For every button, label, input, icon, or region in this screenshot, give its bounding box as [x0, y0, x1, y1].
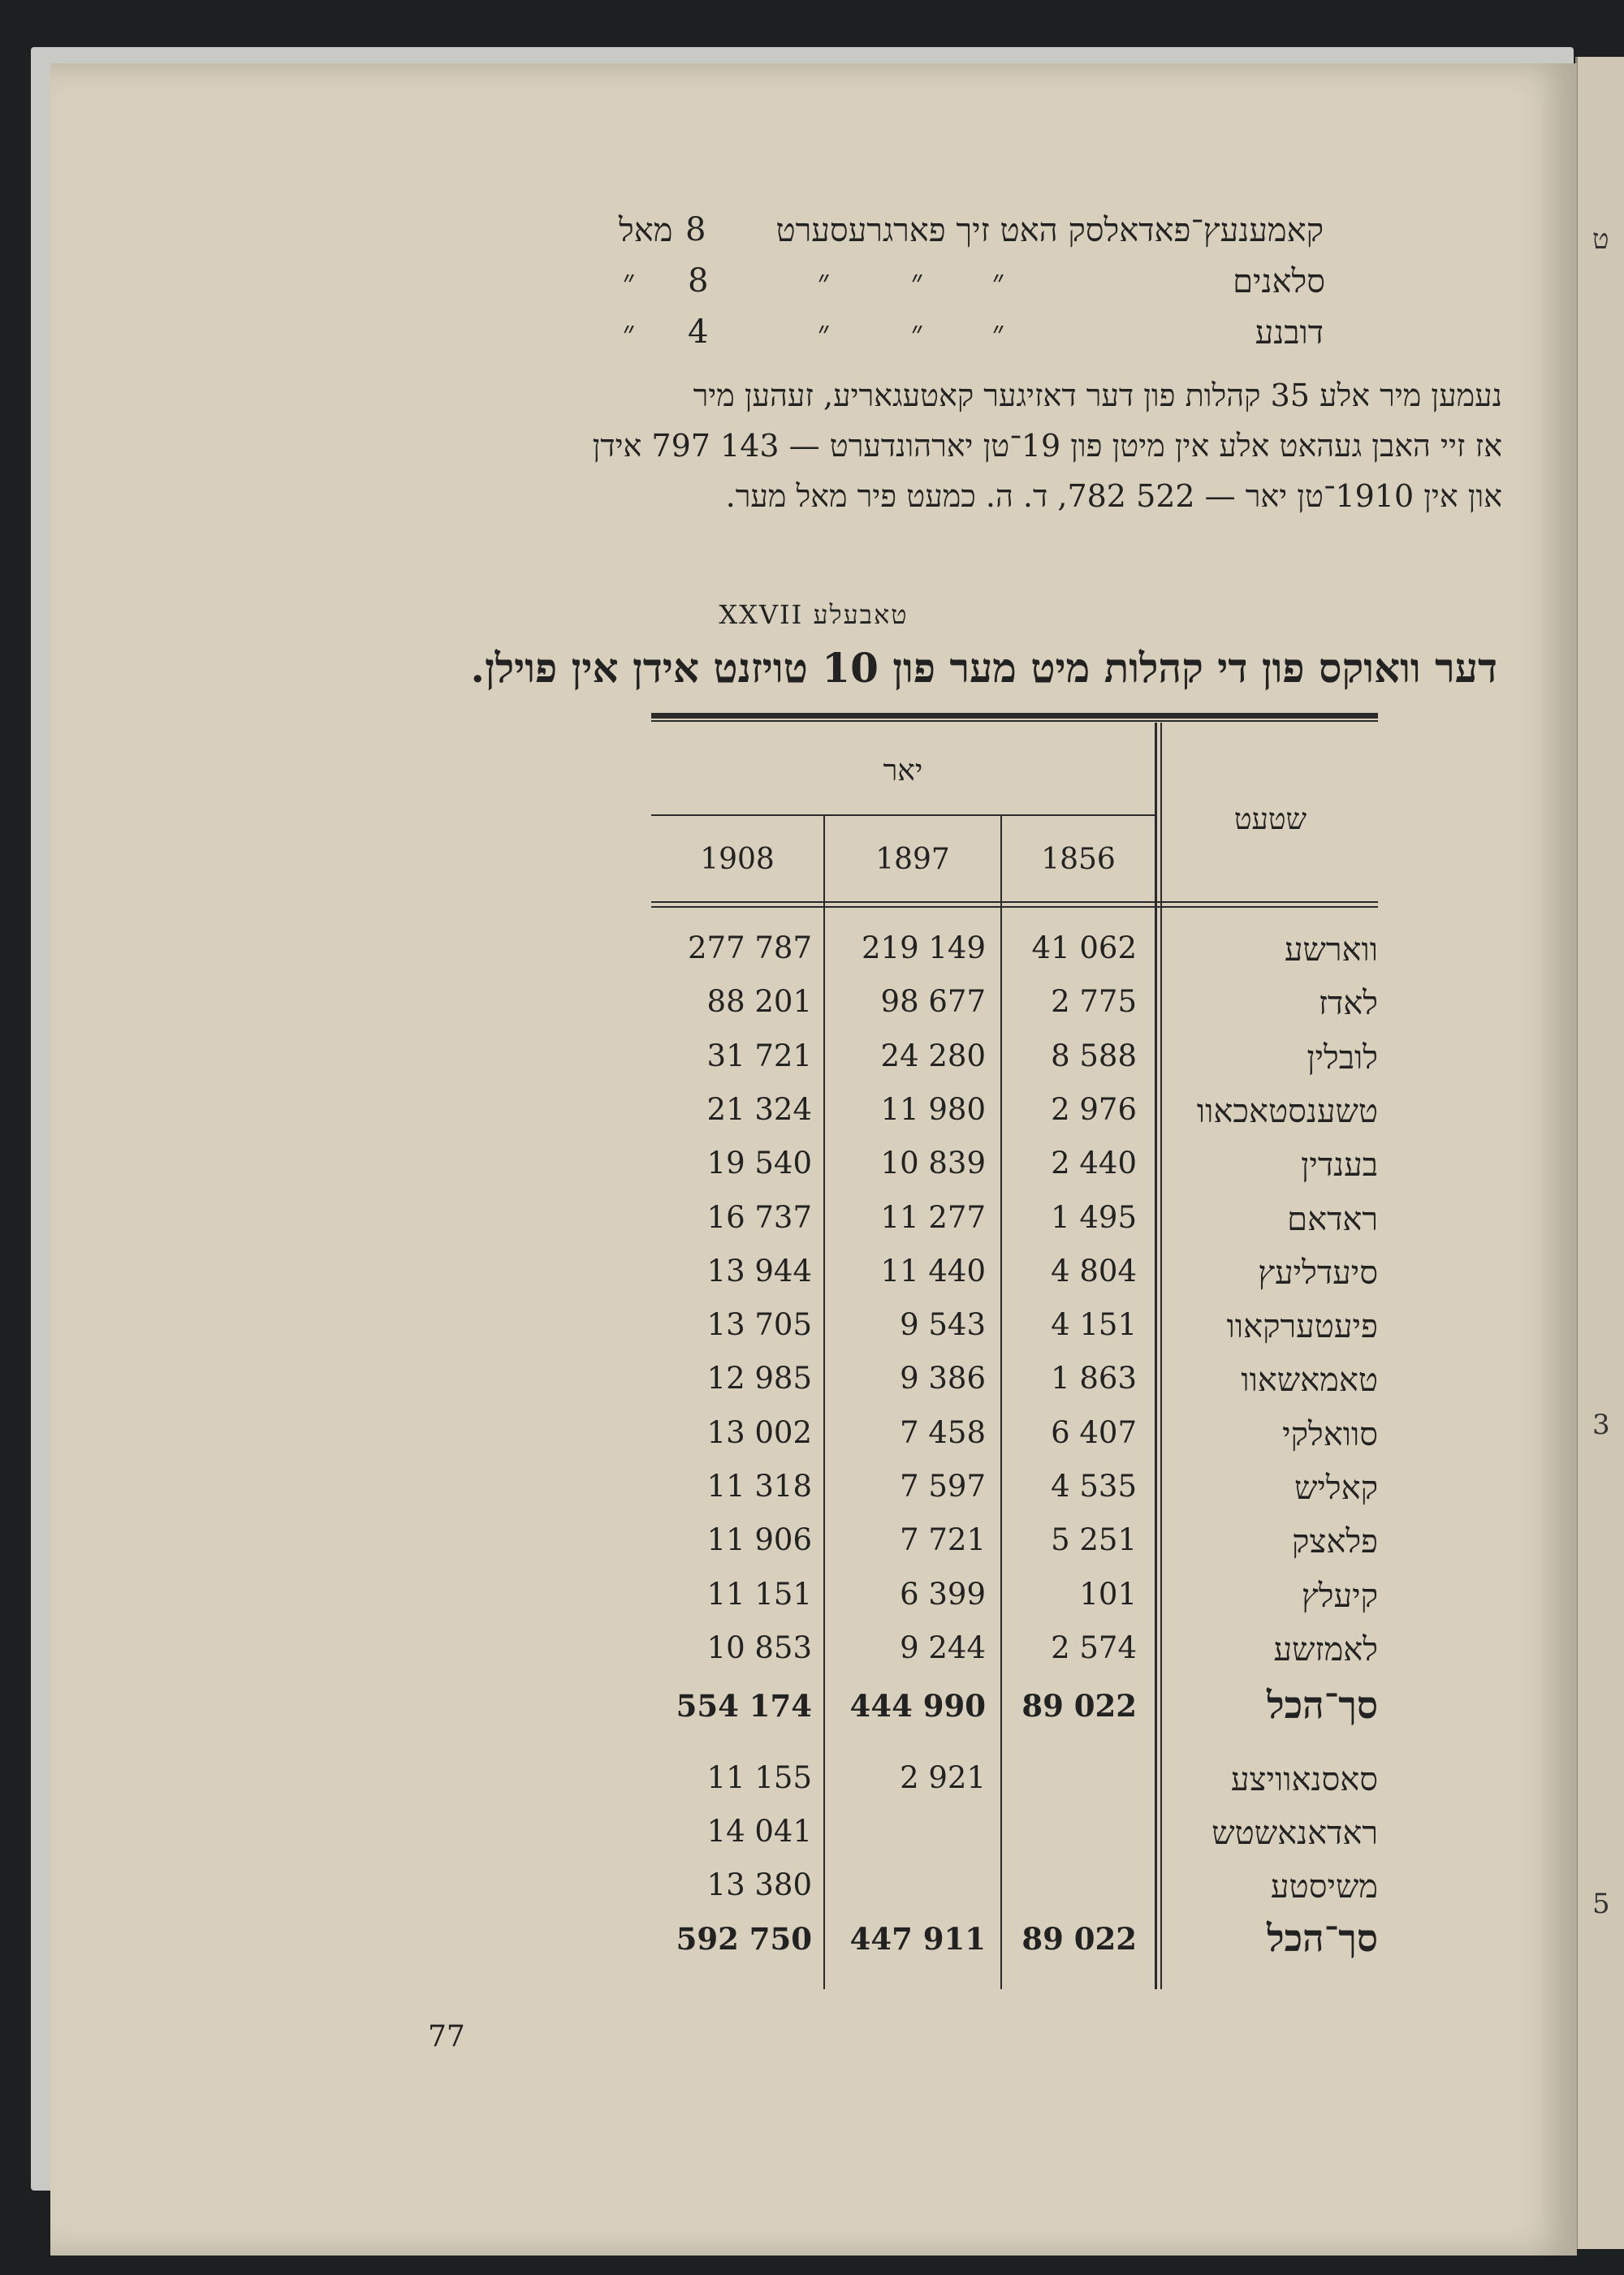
cell-y1856: 1 495	[1051, 1199, 1137, 1235]
cell-y1897: 447 911	[849, 1921, 986, 1957]
ditto-line	[50, 262, 1577, 311]
column-divider	[1000, 816, 1002, 1989]
cell-y1908: 13 705	[706, 1307, 812, 1343]
cell-y1908: 13 944	[706, 1253, 812, 1289]
cell-y1908: 13 380	[706, 1867, 812, 1902]
header-bottom-rule	[651, 906, 1378, 908]
next-page-edge	[1575, 57, 1624, 2249]
body-paragraph	[422, 370, 1502, 521]
cell-y1908: 19 540	[706, 1146, 812, 1181]
city-name: בענדין	[1301, 1146, 1378, 1185]
city-header: שטעט	[1233, 803, 1307, 836]
city-name: קיעלץ	[1301, 1577, 1378, 1615]
cell-y1908: 592 750	[676, 1921, 812, 1957]
ditto-mark: ״	[992, 314, 1005, 352]
cell-y1908: 21 324	[706, 1091, 812, 1127]
city-name: סיעדליעץ	[1258, 1254, 1378, 1292]
city-name: פלאצק	[1291, 1523, 1378, 1561]
city-name: ראדאם	[1287, 1200, 1378, 1238]
city-name: לאמזשע	[1273, 1630, 1378, 1668]
next-page-mark: 5	[1592, 1888, 1610, 1920]
cell-y1856: 89 022	[1021, 1921, 1137, 1957]
next-page-mark: ט	[1592, 223, 1609, 256]
ditto-label: סלאנים	[1233, 263, 1325, 300]
cell-y1856: 2 440	[1051, 1146, 1137, 1181]
cell-y1856: 8 588	[1051, 1038, 1137, 1073]
ditto-line	[50, 211, 1577, 260]
ditto-line	[50, 313, 1577, 362]
ditto-mark: ״	[623, 314, 636, 352]
ditto-number: 8	[688, 262, 709, 300]
city-name: משיסטע	[1270, 1868, 1378, 1906]
year-1908-header: 1908	[700, 843, 775, 876]
city-name: לאדז	[1318, 985, 1378, 1023]
cell-y1908: 13 002	[706, 1414, 812, 1450]
cell-y1897: 11 277	[880, 1199, 986, 1235]
cell-y1856: 101	[1079, 1576, 1137, 1612]
column-divider	[1155, 723, 1157, 1989]
ditto-number: 4	[688, 313, 709, 351]
cell-y1897: 24 280	[880, 1038, 986, 1073]
ditto-mark: ״	[911, 263, 924, 300]
city-name: טשענסטאכאוו	[1196, 1092, 1378, 1130]
city-name: סוואלקי	[1282, 1415, 1378, 1453]
population-table	[651, 713, 1378, 1996]
cell-y1897: 7 458	[900, 1414, 986, 1450]
cell-y1897: 98 677	[880, 984, 986, 1020]
cell-y1897: 7 721	[900, 1522, 986, 1558]
cell-y1908: 554 174	[676, 1688, 812, 1724]
next-page-mark: 3	[1592, 1409, 1610, 1441]
year-1856-header: 1856	[1041, 843, 1116, 876]
cell-y1856: 89 022	[1021, 1688, 1137, 1724]
table-top-rule-thin	[651, 720, 1378, 722]
city-name: טאמאשאוו	[1241, 1362, 1378, 1400]
cell-y1908: 10 853	[706, 1630, 812, 1665]
table-label: טאבעלע XXVII	[719, 599, 909, 630]
total-label: סך־הכל	[1267, 1916, 1378, 1960]
column-divider	[1160, 723, 1162, 1989]
ditto-mark: ״	[818, 314, 831, 352]
cell-y1908: 11 155	[706, 1760, 812, 1795]
cell-y1908: 11 151	[706, 1576, 812, 1612]
cell-y1856: 2 574	[1051, 1630, 1137, 1665]
cell-y1856: 4 804	[1051, 1253, 1137, 1289]
cell-y1908: 31 721	[706, 1038, 812, 1073]
total-label: סך־הכל	[1267, 1683, 1378, 1727]
cell-y1908: 11 318	[706, 1469, 812, 1504]
cell-y1856: 2 976	[1051, 1091, 1137, 1127]
cell-y1856: 2 775	[1051, 984, 1137, 1020]
cell-y1897: 9 244	[900, 1630, 986, 1665]
book-page	[50, 63, 1577, 2256]
cell-y1897: 2 921	[900, 1760, 986, 1795]
year-header-rule	[651, 814, 1156, 816]
city-name: קאליש	[1294, 1470, 1378, 1507]
page-number: 77	[428, 2020, 465, 2053]
cell-y1908: 88 201	[706, 984, 812, 1020]
city-name: ווארשע	[1284, 931, 1378, 969]
table-title: דער וואוקס פון די קהלות מיט מער פון 10 טויזנט אידן אין פוילן.	[470, 644, 1497, 692]
cell-y1908: 14 041	[706, 1814, 812, 1849]
cell-y1908: 277 787	[687, 930, 812, 965]
paragraph-line: און אין 1910־טן יאר — 522 782, ד. ה. כמעט פיר מאל מער.	[725, 478, 1502, 514]
cell-y1897: 444 990	[849, 1688, 986, 1724]
ditto-unit: מאל	[619, 212, 673, 249]
year-1897-header: 1897	[875, 843, 950, 876]
ditto-mark: ״	[992, 263, 1005, 300]
cell-y1856: 4 535	[1051, 1469, 1137, 1504]
ditto-mark: ״	[623, 263, 636, 300]
ditto-mark: ״	[818, 263, 831, 300]
cell-y1897: 11 440	[880, 1253, 986, 1289]
cell-y1897: 11 980	[880, 1091, 986, 1127]
city-name: פיעטערקאוו	[1226, 1308, 1378, 1346]
city-name: לובלין	[1307, 1038, 1378, 1077]
cell-y1856: 1 863	[1051, 1361, 1137, 1397]
cell-y1897: 219 149	[861, 930, 986, 965]
cell-y1897: 10 839	[880, 1146, 986, 1181]
cell-y1897: 6 399	[900, 1576, 986, 1612]
cell-y1908: 12 985	[706, 1361, 812, 1397]
city-name: ראדאנאשטש	[1212, 1815, 1378, 1852]
cell-y1856: 6 407	[1051, 1414, 1137, 1450]
cell-y1856: 4 151	[1051, 1307, 1137, 1343]
cell-y1856: 41 062	[1031, 930, 1137, 965]
cell-y1897: 7 597	[900, 1469, 986, 1504]
paragraph-line: נעמען מיר אלע 35 קהלות פון דער דאזיגער קאטעגאריע, זעהען מיר	[693, 378, 1502, 413]
city-name: סאסנאוויצע	[1230, 1761, 1378, 1798]
ditto-mark: ״	[911, 314, 924, 352]
header-bottom-rule	[651, 901, 1378, 903]
ditto-number: 8	[685, 211, 706, 248]
cell-y1897: 9 543	[900, 1307, 986, 1343]
cell-y1908: 11 906	[706, 1522, 812, 1558]
cell-y1908: 16 737	[706, 1199, 812, 1235]
paragraph-line: אז זיי האבן געהאט אלע אין מיטן פון 19־טן יארהונדערט — 143 797 אידן	[592, 428, 1502, 464]
cell-y1856: 5 251	[1051, 1522, 1137, 1558]
column-divider	[823, 816, 825, 1989]
cell-y1897: 9 386	[900, 1361, 986, 1397]
ditto-label: קאמענעץ־פאדאלסק האט זיך פארגרעסערט	[775, 212, 1324, 249]
table-top-rule	[651, 713, 1378, 719]
ditto-label: דובנע	[1255, 314, 1324, 352]
year-header: יאר	[883, 754, 923, 788]
